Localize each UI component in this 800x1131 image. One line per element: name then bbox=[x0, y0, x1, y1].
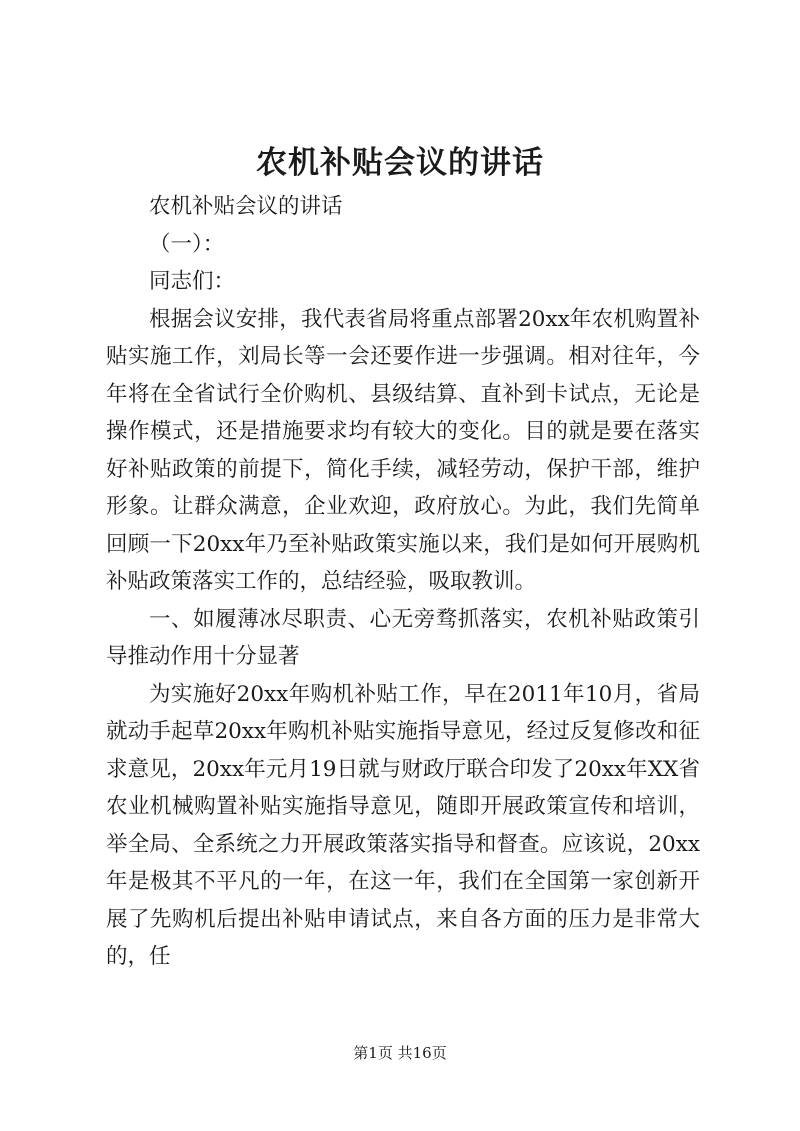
document-title: 农机补贴会议的讲话 bbox=[256, 145, 544, 181]
paragraph-salutation: 同志们： bbox=[149, 269, 236, 294]
document-body bbox=[106, 188, 700, 976]
paragraph-heading-one: 一、如履薄冰尽职责、心无旁骛抓落实，农机补贴政策引导推动作用十分显著 bbox=[106, 606, 700, 669]
paragraph-review: 为实施好20xx年购机补贴工作，早在2011年10月，省局就动手起草20xx年购机补贴实施指导意见，经过反复修改和征求意见，20xx年元月19日就与财政厅联合印发了20xx年XX省农业机械购置补贴实施指导意见，随即开展政策宣传和培训，举全局、全系统之力开展政策落实指导和督查。应该说，20xx年是极其不平凡的一年，在这一年，我们在全国第一家创新开展了先购机后提出补贴申请试点，来自各方面的压力是非常大的，任 bbox=[106, 681, 700, 969]
page-number-footer: 第1页 共16页 bbox=[353, 1044, 447, 1062]
paragraph-introduction: 根据会议安排，我代表省局将重点部署20xx年农机购置补贴实施工作，刘局长等一会还要作进一步强调。相对往年，今年将在全省试行全价购机、县级结算、直补到卡试点，无论是操作模式，还是措施要求均有较大的变化。目的就是要在落实好补贴政策的前提下，简化手续，减轻劳动，保护干部，维护形象。让群众满意，企业欢迎，政府放心。为此，我们先简单回顾一下20xx年乃至补贴政策实施以来，我们是如何开展购机补贴政策落实工作的，总结经验，吸取教训。 bbox=[106, 306, 700, 594]
paragraph-section-marker: （一）： bbox=[149, 231, 225, 257]
paragraph-subtitle: 农机补贴会议的讲话 bbox=[149, 194, 343, 219]
